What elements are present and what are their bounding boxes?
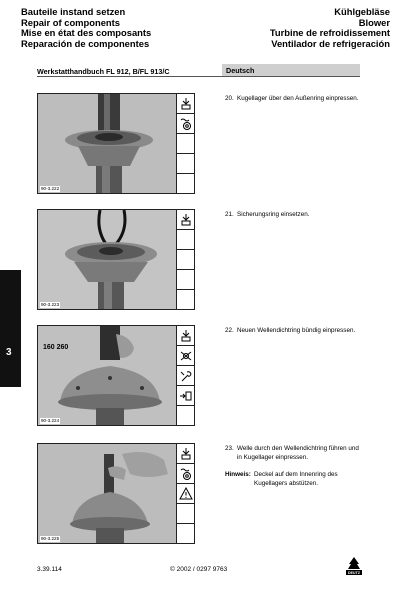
press-in-icon xyxy=(177,94,194,114)
note-label: Hinweis: xyxy=(225,471,251,478)
section-number: 3 xyxy=(6,347,12,358)
icon-cell-empty xyxy=(177,134,194,154)
section-tab xyxy=(0,270,21,387)
press-in-icon xyxy=(177,326,194,346)
title-es: Reparación de componentes xyxy=(21,37,150,49)
special-tool-icon xyxy=(177,366,194,386)
copyright: © 2002 / 0297 9763 xyxy=(170,566,228,573)
icon-column xyxy=(177,93,195,194)
icon-cell-empty xyxy=(177,406,194,425)
step-23 xyxy=(225,445,363,462)
deutz-logo xyxy=(345,556,363,581)
component-de: Kühlgebläse xyxy=(334,6,390,17)
figure-number: 90-3.222 xyxy=(41,186,60,191)
note-text: Deckel auf dem Innenring des Kugellagers abstützen. xyxy=(254,471,338,487)
step-text: Neuen Wellendichtring bündig einpressen. xyxy=(237,327,356,334)
icon-cell-empty xyxy=(177,290,194,309)
icon-cell-empty xyxy=(177,154,194,174)
flush-insert-icon xyxy=(177,386,194,406)
step-text: Kugellager über den Außenring einpressen. xyxy=(237,95,359,102)
step-number: 20. xyxy=(225,95,234,102)
language-label: Deutsch xyxy=(226,66,255,75)
manual-title: Werkstatthandbuch FL 912, B/FL 913/C xyxy=(37,67,170,76)
icon-cell-empty xyxy=(177,230,194,250)
caution-icon xyxy=(177,484,194,504)
figure-number: 90-3.225 xyxy=(41,536,60,541)
header-left xyxy=(21,7,151,49)
step-text: Welle durch den Wellendichtring führen und in Kugellager einpressen. xyxy=(237,445,359,461)
language-bar xyxy=(222,64,360,76)
title-de: Bauteile instand setzen xyxy=(21,6,126,17)
warm-bearing-icon xyxy=(177,464,194,484)
icon-column xyxy=(177,209,195,310)
icon-cell-empty xyxy=(177,524,194,543)
header-rule xyxy=(37,76,360,77)
step-number: 23. xyxy=(225,445,234,452)
warm-bearing-icon xyxy=(177,114,194,134)
icon-column xyxy=(177,325,195,426)
step-22 xyxy=(225,327,363,336)
component-es: Ventilador de refrigeración xyxy=(271,37,390,49)
title-fr: Mise en état des composants xyxy=(21,27,152,39)
icon-column xyxy=(177,443,195,544)
step-text: Sicherungsring einsetzen. xyxy=(237,211,310,218)
icon-cell-empty xyxy=(177,250,194,270)
press-in-icon xyxy=(177,444,194,464)
photo-step-22 xyxy=(37,325,177,426)
note xyxy=(225,471,365,488)
component-fr: Turbine de refroidissement xyxy=(269,27,390,39)
photo-step-20 xyxy=(37,93,177,194)
icon-cell-empty xyxy=(177,270,194,290)
title-en: Repair of components xyxy=(21,16,120,28)
step-number: 21. xyxy=(225,211,234,218)
tool-callout: 160 260 xyxy=(43,344,69,351)
icon-cell-empty xyxy=(177,174,194,193)
step-21 xyxy=(225,211,363,220)
press-in-icon xyxy=(177,210,194,230)
step-20 xyxy=(225,95,363,104)
page-number: 3.39.114 xyxy=(37,566,62,573)
renew-part-icon xyxy=(177,346,194,366)
header-right xyxy=(270,7,390,49)
icon-cell-empty xyxy=(177,504,194,524)
figure-number: 90-3.224 xyxy=(41,418,60,423)
step-number: 22. xyxy=(225,327,234,334)
component-en: Blower xyxy=(358,16,390,28)
photo-step-23 xyxy=(37,443,177,544)
svg-text:DEUTZ: DEUTZ xyxy=(348,571,360,576)
photo-step-21 xyxy=(37,209,177,310)
figure-number: 90-3.223 xyxy=(41,302,60,307)
